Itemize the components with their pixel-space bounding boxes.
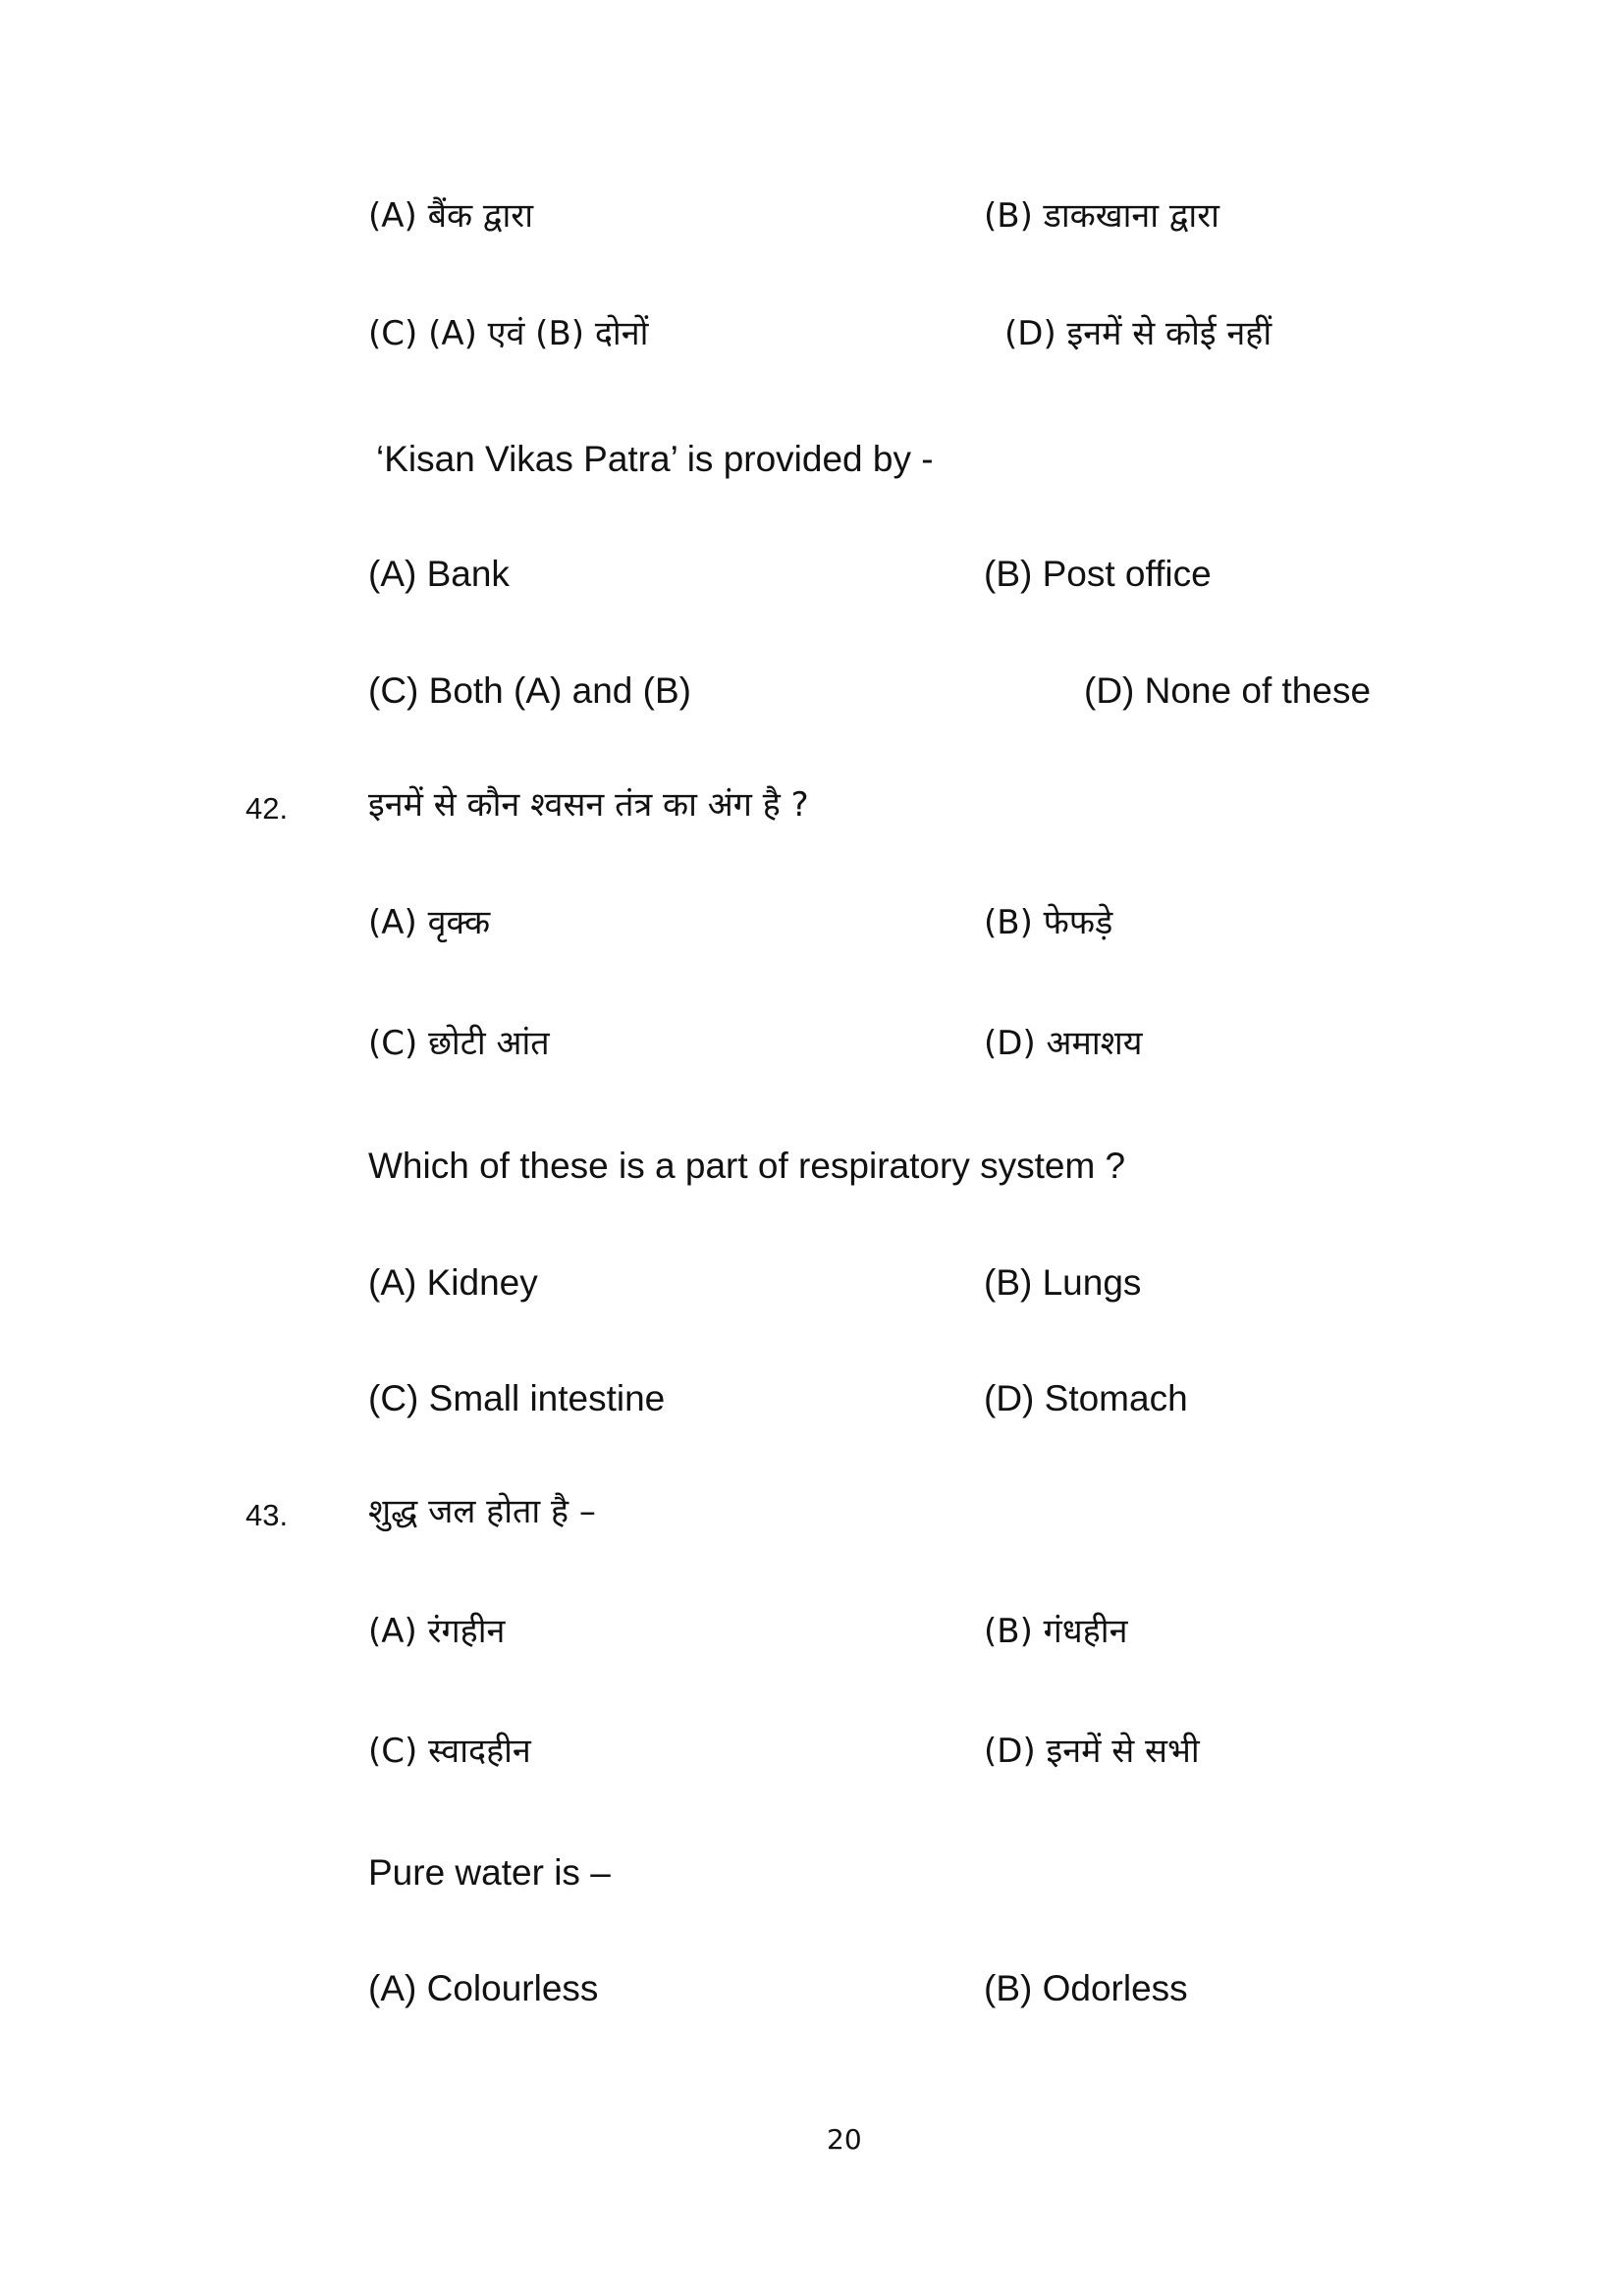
q41-english-text: ‘Kisan Vikas Patra’ is provided by - <box>376 439 934 479</box>
page-number: 20 <box>827 2123 862 2156</box>
q41-english-option-c: (C) Both (A) and (B) <box>368 670 691 711</box>
q41-hindi-option-a: (A) बैंक द्वारा <box>368 196 533 236</box>
q42-english-option-c: (C) Small intestine <box>368 1378 666 1418</box>
q42-hindi-option-d: (D) अमाशय <box>984 1024 1143 1063</box>
q42-english-text: Which of these is a part of respiratory system ? <box>368 1146 1126 1186</box>
q43-hindi-text: शुद्ध जल होता है – <box>368 1492 596 1531</box>
q43-hindi-option-c: (C) स्वादहीन <box>368 1732 531 1771</box>
q41-english-option-d: (D) None of these <box>1084 670 1372 711</box>
q42-hindi-text: इनमें से कौन श्वसन तंत्र का अंग है ? <box>368 785 809 825</box>
q43-number: 43. <box>245 1498 289 1532</box>
q42-hindi-option-a: (A) वृक्क <box>368 903 491 942</box>
q42-hindi-option-c: (C) छोटी आंत <box>368 1024 550 1063</box>
q43-english-text: Pure water is – <box>368 1852 611 1893</box>
q42-english-option-a: (A) Kidney <box>368 1262 538 1303</box>
q43-hindi-option-a: (A) रंगहीन <box>368 1612 506 1651</box>
q41-hindi-option-c: (C) (A) एवं (B) दोनों <box>368 314 649 353</box>
q43-english-option-a: (A) Colourless <box>368 1968 599 2008</box>
q41-english-option-a: (A) Bank <box>368 554 510 594</box>
q42-english-option-d: (D) Stomach <box>984 1378 1188 1418</box>
q42-number: 42. <box>245 791 289 826</box>
q41-hindi-option-b: (B) डाकखाना द्वारा <box>984 196 1219 236</box>
q43-hindi-option-d: (D) इनमें से सभी <box>984 1732 1200 1771</box>
q42-english-option-b: (B) Lungs <box>984 1262 1142 1303</box>
q41-english-option-b: (B) Post office <box>984 554 1212 594</box>
q43-hindi-option-b: (B) गंधहीन <box>984 1612 1128 1651</box>
q43-english-option-b: (B) Odorless <box>984 1968 1188 2008</box>
q42-hindi-option-b: (B) फेफड़े <box>984 903 1113 942</box>
q41-hindi-option-d: (D) इनमें से कोई नहीं <box>1004 314 1272 353</box>
